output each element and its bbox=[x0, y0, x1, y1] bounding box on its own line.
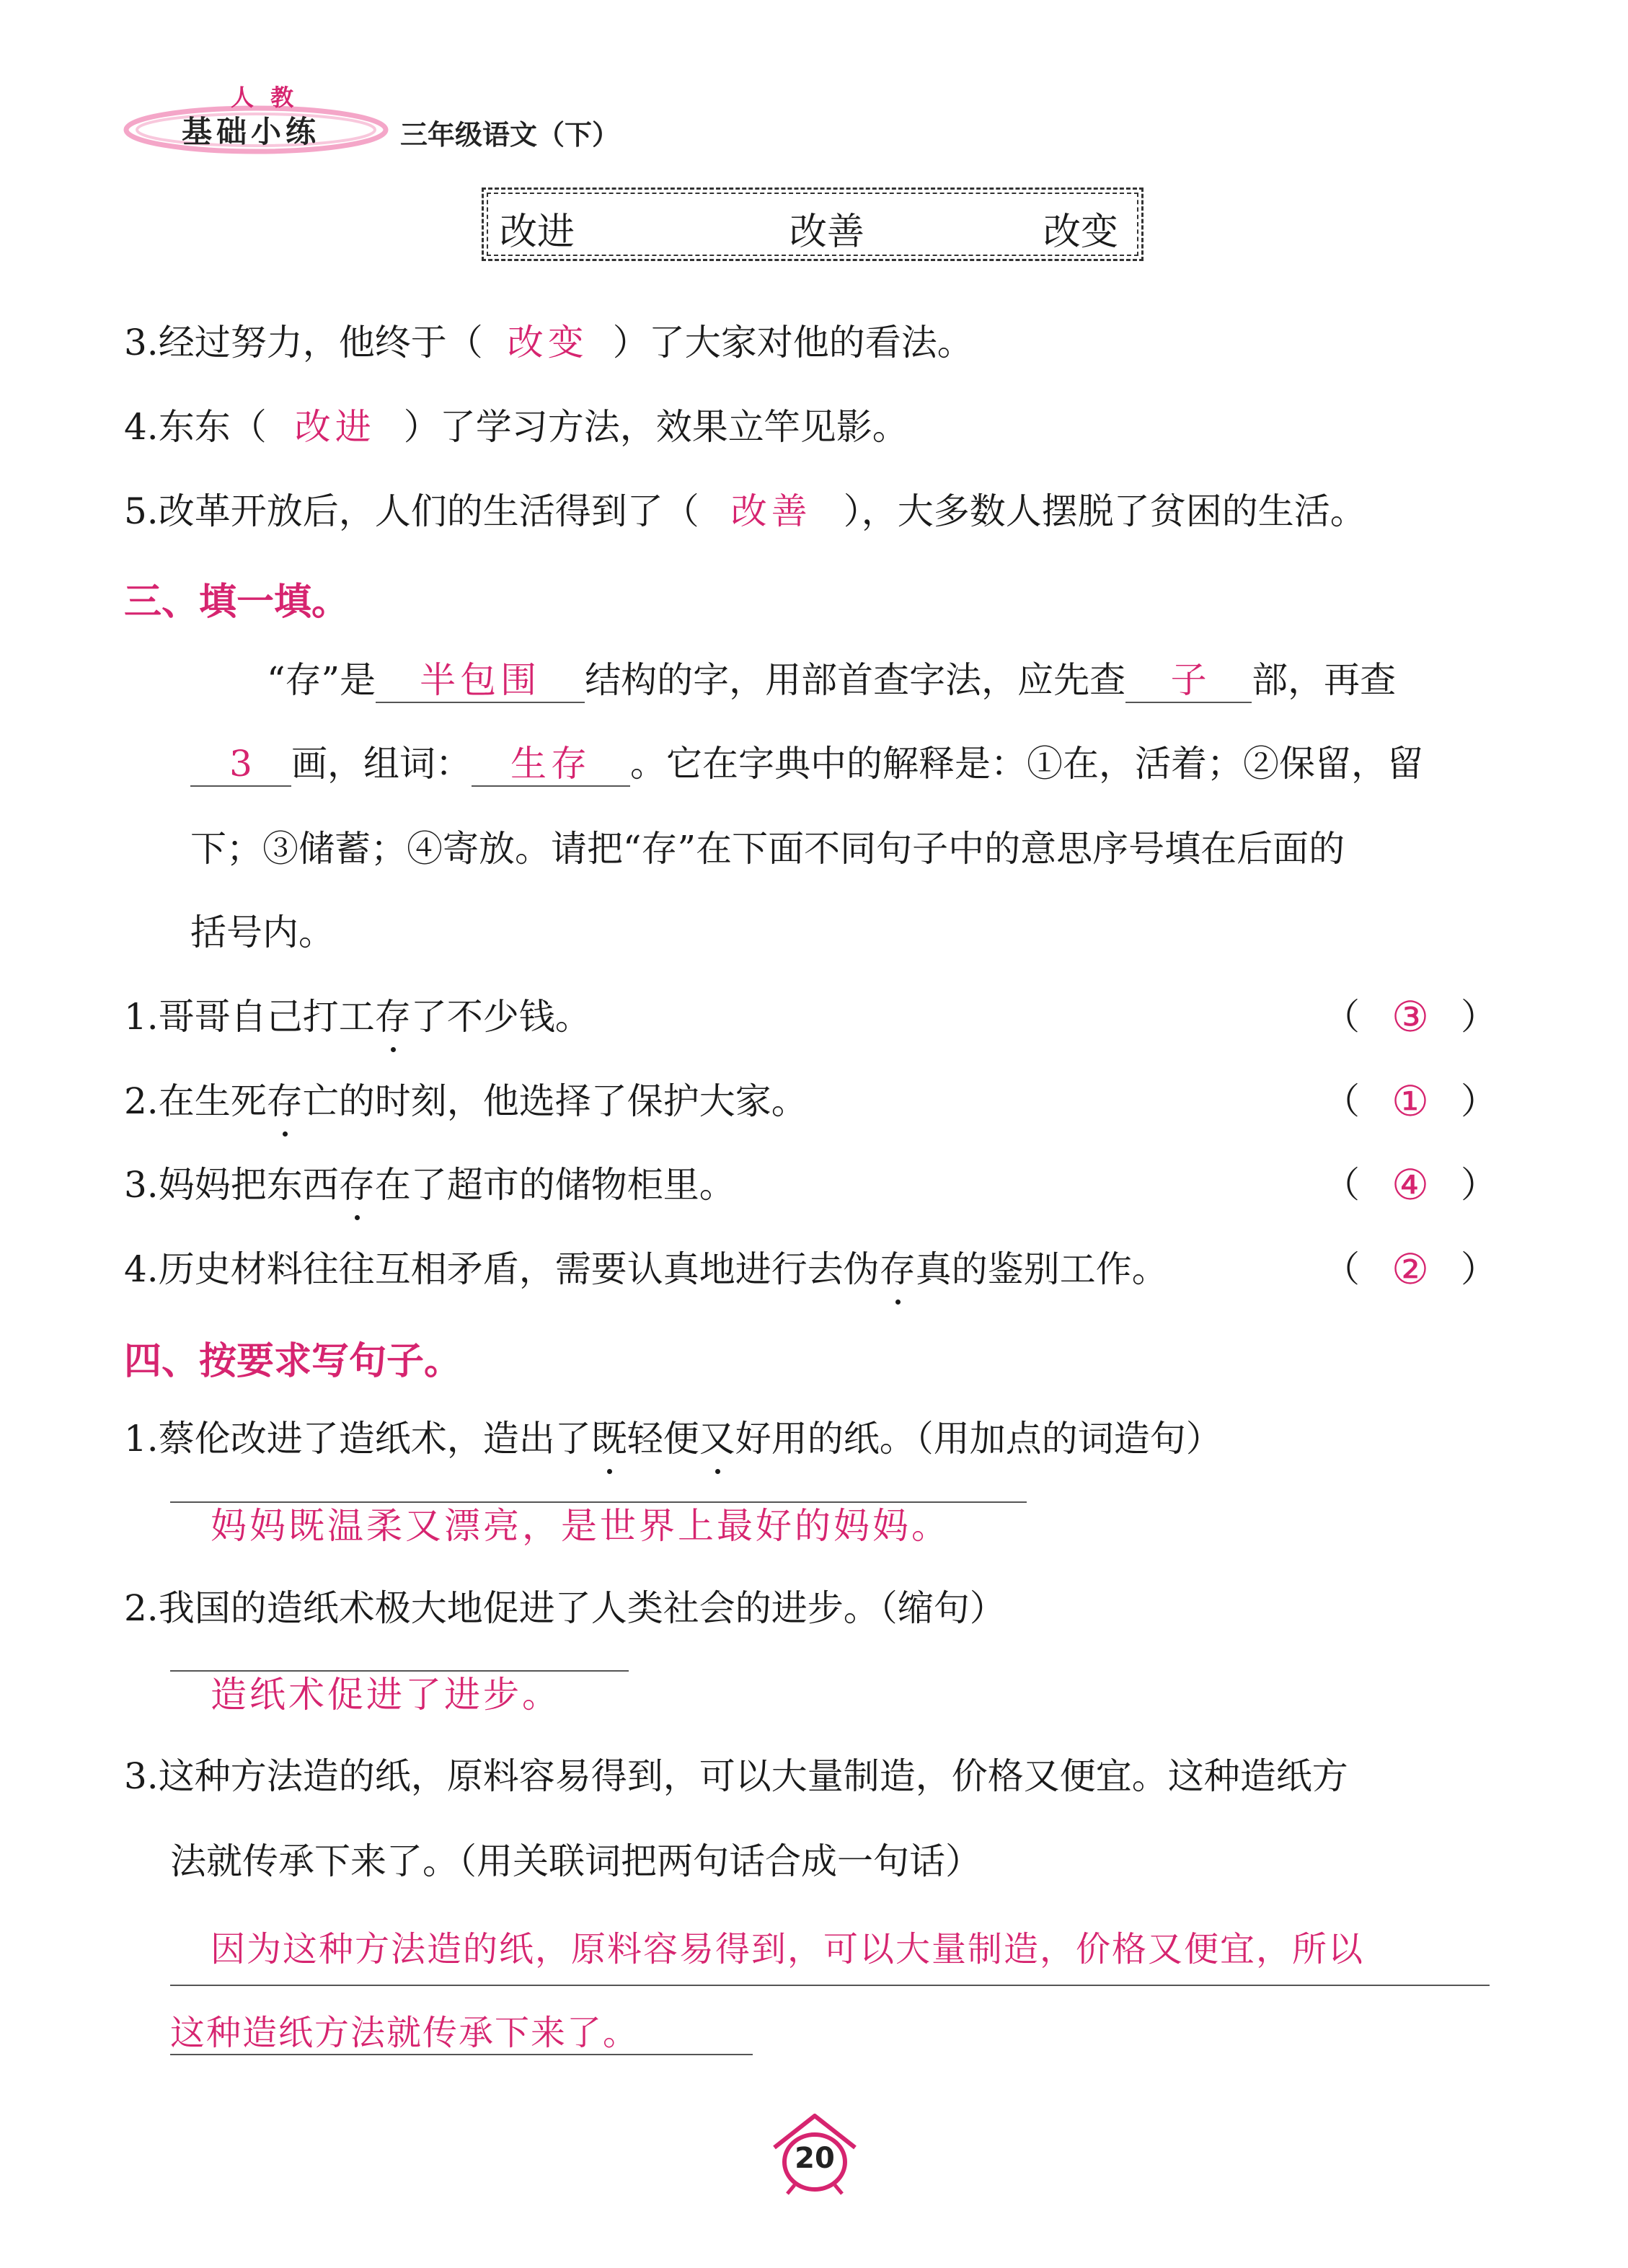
paragraph-line: “存”是 半包围 结构的字，用部首查字法，应先查 子 部，再查 bbox=[267, 655, 1396, 705]
answer: ③ bbox=[1392, 992, 1429, 1041]
dotted-char: 存 bbox=[267, 1076, 303, 1126]
meaning-item: 1.哥哥自己打工存了不少钱。 bbox=[124, 992, 591, 1042]
word-box-item: 改进 bbox=[500, 211, 575, 254]
word-box-item: 改变 bbox=[1043, 211, 1119, 254]
answer: ④ bbox=[1392, 1160, 1429, 1209]
section-title: 四、按要求写句子。 bbox=[124, 1340, 462, 1383]
fill-item: 5.改革开放后，人们的生活得到了（ 改善 ），大多数人摆脱了贫困的生活。 bbox=[124, 486, 1366, 537]
blank-structure: 半包围 bbox=[376, 658, 585, 703]
meaning-item: 3.妈妈把东西存在了超市的储物柜里。 bbox=[124, 1160, 735, 1210]
answer: 改变 bbox=[507, 322, 588, 363]
dotted-char: 存 bbox=[880, 1244, 916, 1294]
paragraph-line: 下；③储蓄；④寄放。请把“存”在下面不同句子中的意思序号填在后面的 bbox=[190, 828, 1345, 870]
page-number-badge bbox=[766, 2110, 864, 2197]
word-box-item: 改善 bbox=[789, 211, 865, 254]
sentence-question: 1.蔡伦改进了造纸术，造出了既轻便又好用的纸。（用加点的词造句） bbox=[124, 1413, 1222, 1464]
header bbox=[123, 79, 771, 159]
sentence-question: 2.我国的造纸术极大地促进了人类社会的进步。（缩句） bbox=[124, 1587, 1006, 1629]
section-title: 三、填一填。 bbox=[124, 581, 350, 624]
answer-text: 因为这种方法造的纸，原料容易得到，可以大量制造，价格又便宜，所以 bbox=[211, 1929, 1365, 1969]
dotted-char: 又 bbox=[699, 1413, 735, 1464]
answer: ① bbox=[1392, 1077, 1429, 1126]
fill-item: 4.东东（ 改进 ）了学习方法，效果立竿见影。 bbox=[124, 402, 908, 452]
fill-item: 3.经过努力，他终于（ 改变 ）了大家对他的看法。 bbox=[124, 317, 973, 368]
answer: ② bbox=[1392, 1245, 1429, 1294]
dotted-char: 存 bbox=[375, 992, 411, 1042]
answer-text: 这种造纸方法就传承下来了。 bbox=[170, 2013, 640, 2053]
answer-text: 造纸术促进了进步。 bbox=[211, 1674, 561, 1716]
paragraph-line: 3 画，组词： 生存 。它在字典中的解释是：①在，活着；②保留，留 bbox=[190, 738, 1423, 789]
series-name: 基础小练 bbox=[182, 114, 321, 149]
blank-strokes: 3 bbox=[190, 742, 291, 787]
answer-line bbox=[170, 1985, 1490, 1986]
sentence-question: 3.这种方法造的纸，原料容易得到，可以大量制造，价格又便宜。这种造纸方 bbox=[124, 1755, 1348, 1797]
series-top-label: 人 教 bbox=[231, 84, 298, 111]
answer-text: 妈妈既温柔又漂亮，是世界上最好的妈妈。 bbox=[211, 1505, 950, 1547]
blank-word: 生存 bbox=[472, 742, 630, 787]
paragraph-line: 括号内。 bbox=[190, 912, 335, 953]
sentence-question-cont: 法就传承下来了。（用关联词把两句话合成一句话） bbox=[170, 1840, 981, 1882]
blank-radical: 子 bbox=[1125, 658, 1252, 703]
answer: 改善 bbox=[730, 490, 812, 532]
word-box bbox=[482, 187, 1143, 261]
meaning-item: 2.在生死存亡的时刻，他选择了保护大家。 bbox=[124, 1076, 808, 1126]
dotted-char: 既 bbox=[591, 1413, 627, 1464]
meaning-item: 4.历史材料往往互相矛盾，需要认真地进行去伪存真的鉴别工作。 bbox=[124, 1244, 1168, 1294]
dotted-char: 存 bbox=[339, 1160, 375, 1210]
answer: 改进 bbox=[294, 406, 376, 448]
page-number: 20 bbox=[795, 2142, 835, 2175]
subject-label: 三年级语文（下） bbox=[400, 119, 620, 151]
